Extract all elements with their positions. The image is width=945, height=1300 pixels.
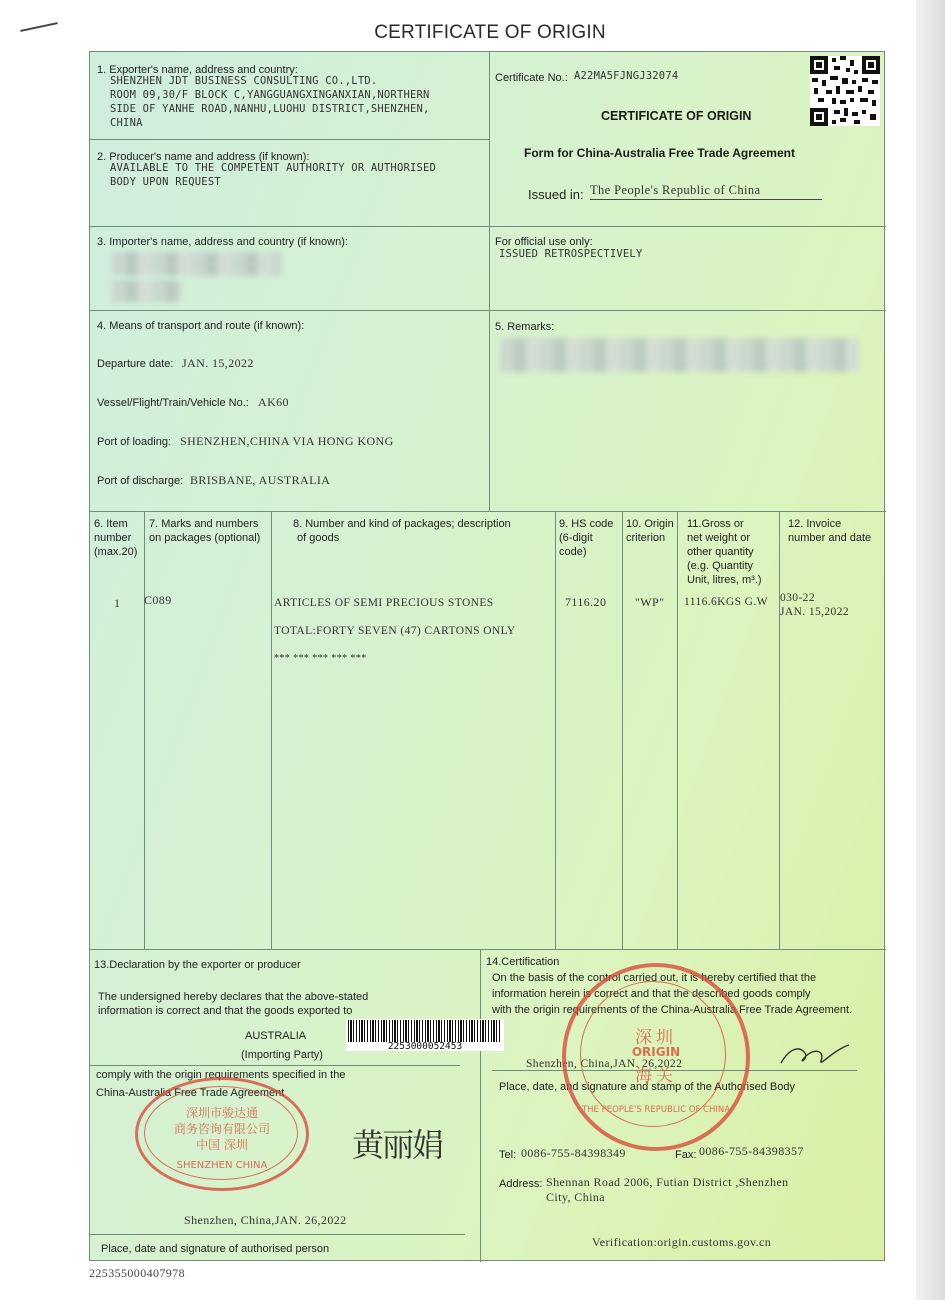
official-use-value: ISSUED RETROSPECTIVELY bbox=[499, 248, 643, 260]
declaration-country: AUSTRALIA bbox=[245, 1030, 307, 1042]
col11-header-2: net weight or bbox=[687, 532, 750, 544]
invoice-number: 030-22 bbox=[780, 592, 815, 604]
importer-redacted-1 bbox=[112, 252, 282, 276]
certification-text-1: On the basis of the control carried out, it is hereby certified that the bbox=[492, 972, 817, 984]
declaration-footer: Place, date and signature of authorised person bbox=[101, 1243, 330, 1255]
address-line-2: City, China bbox=[546, 1190, 605, 1204]
qr-code bbox=[810, 56, 880, 126]
departure-date-label: Departure date: bbox=[97, 358, 174, 370]
box13-label: 13.Declaration by the exporter or producer bbox=[94, 959, 301, 971]
col12-header-2: number and date bbox=[788, 532, 872, 544]
customs-stamp-english-2: THE PEOPLE'S REPUBLIC OF CHINA bbox=[581, 1105, 731, 1115]
barcode bbox=[346, 1019, 504, 1051]
declaration-text-3: comply with the origin requirements specified in the bbox=[96, 1069, 346, 1081]
col12-header-1: 12. Invoice bbox=[788, 518, 842, 530]
box3-label: 3. Importer's name, address and country (if known): bbox=[97, 236, 348, 248]
hs-code: 7116.20 bbox=[565, 595, 607, 609]
exporter-stamp-chinese-3: 中国 深圳 bbox=[196, 1138, 248, 1152]
certification-footer: Place, date, and signature and stamp of the Authorised Body bbox=[499, 1081, 795, 1093]
customs-authority-stamp bbox=[562, 963, 750, 1151]
form-title: Form for China-Australia Free Trade Agreement bbox=[524, 146, 795, 160]
description-line-3: *** *** *** *** *** bbox=[274, 653, 367, 664]
importer-redacted-2 bbox=[112, 280, 182, 302]
exporter-line-1: SHENZHEN JDT BUSINESS CONSULTING CO.,LTD. bbox=[110, 75, 378, 87]
col8-header-2: of goods bbox=[297, 532, 340, 544]
box4-label: 4. Means of transport and route (if known): bbox=[97, 320, 305, 332]
col7-header-1: 7. Marks and numbers bbox=[149, 518, 259, 530]
declaration-text-4: China-Australia Free Trade Agreement bbox=[96, 1087, 285, 1099]
col9-header-2: (6-digit bbox=[559, 532, 593, 544]
col11-header-3: other quantity bbox=[687, 546, 754, 558]
description-line-1: ARTICLES OF SEMI PRECIOUS STONES bbox=[274, 597, 494, 609]
exporter-stamp-chinese-2: 商务咨询有限公司 bbox=[173, 1122, 270, 1136]
col8-header-1: 8. Number and kind of packages; description bbox=[293, 518, 511, 530]
description-line-2: TOTAL:FORTY SEVEN (47) CARTONS ONLY bbox=[274, 625, 516, 637]
certification-text-3: with the origin requirements of the China-Australia Free Trade Agreement. bbox=[492, 1004, 853, 1016]
tel-label: Tel: bbox=[499, 1149, 517, 1161]
certificate-form bbox=[89, 51, 885, 1261]
header-heading: CERTIFICATE OF ORIGIN bbox=[601, 109, 752, 123]
document-title: CERTIFICATE OF ORIGIN bbox=[374, 22, 606, 43]
weight-value: 1116.6KGS G.W bbox=[684, 596, 768, 608]
declaration-place-date: Shenzhen, China,JAN. 26,2022 bbox=[184, 1213, 347, 1227]
verification-url: Verification:origin.customs.gov.cn bbox=[592, 1235, 772, 1249]
issued-in-underline bbox=[590, 199, 822, 200]
remarks-redacted bbox=[500, 338, 860, 372]
box2-label: 2. Producer's name and address (if known): bbox=[97, 151, 310, 163]
port-of-discharge-label: Port of discharge: bbox=[97, 475, 184, 487]
origin-criterion: "WP" bbox=[635, 595, 665, 609]
vessel-label: Vessel/Flight/Train/Vehicle No.: bbox=[97, 397, 249, 409]
fax-value: 0086-755-84398357 bbox=[699, 1144, 804, 1158]
col11-header-5: Unit, litres, m³.) bbox=[687, 574, 762, 586]
departure-date-value: JAN. 15,2022 bbox=[182, 356, 254, 370]
issued-in-label: Issued in: bbox=[528, 187, 584, 202]
box5-label: 5. Remarks: bbox=[495, 321, 555, 333]
bottom-serial-number: 225355000407978 bbox=[89, 1266, 185, 1280]
customs-stamp-chinese-2: 海关 bbox=[635, 1066, 677, 1086]
exporter-line-2: ROOM 09,30/F BLOCK C,YANGGUANGXINGANXIAN,NORTHERN bbox=[110, 89, 430, 101]
port-of-discharge-value: BRISBANE, AUSTRALIA bbox=[190, 473, 331, 487]
certificate-no: A22MA5FJNGJ32074 bbox=[574, 70, 679, 82]
certificate-no-label: Certificate No.: bbox=[495, 72, 568, 84]
invoice-date: JAN. 15,2022 bbox=[780, 606, 850, 618]
col9-header-3: code) bbox=[559, 546, 587, 558]
declaration-text-2: information is correct and that the goods exported to bbox=[98, 1005, 353, 1017]
barcode-bars bbox=[348, 1020, 502, 1042]
certification-place-date: Shenzhen, China,JAN. 26,2022 bbox=[526, 1058, 683, 1070]
col9-header-1: 9. HS code bbox=[559, 518, 614, 530]
col6-header-3: (max.20) bbox=[94, 546, 138, 558]
exporter-stamp-english: SHENZHEN CHINA bbox=[176, 1160, 268, 1171]
address-label: Address: bbox=[499, 1178, 543, 1190]
fax-label: Fax: bbox=[675, 1149, 697, 1161]
port-of-loading-value: SHENZHEN,CHINA VIA HONG KONG bbox=[180, 434, 394, 448]
customs-stamp-chinese-1: 深圳 bbox=[635, 1028, 677, 1048]
exporter-company-stamp bbox=[135, 1077, 309, 1191]
issued-in-value: The People's Republic of China bbox=[590, 183, 761, 197]
exporter-signature: 黄丽娟 bbox=[352, 1126, 443, 1164]
exporter-stamp-chinese-1: 深圳市骏达通 bbox=[185, 1106, 258, 1120]
exporter-line-3: SIDE OF YANHE ROAD,NANHU,LUOHU DISTRICT,SHENZHEN, bbox=[110, 103, 430, 115]
col7-header-2: on packages (optional) bbox=[149, 532, 261, 544]
box14-label: 14.Certification bbox=[486, 956, 560, 968]
producer-line-1: AVAILABLE TO THE COMPETENT AUTHORITY OR AUTHORISED bbox=[110, 162, 437, 174]
declaration-text-1: The undersigned hereby declares that the above-stated bbox=[98, 991, 369, 1003]
barcode-number: 2253000052453 bbox=[387, 1041, 463, 1052]
importing-party-label: (Importing Party) bbox=[241, 1049, 323, 1061]
item-number: 1 bbox=[114, 596, 121, 610]
official-signature bbox=[775, 1035, 855, 1070]
tel-value: 0086-755-84398349 bbox=[521, 1146, 626, 1160]
port-of-loading-label: Port of loading: bbox=[97, 436, 171, 448]
col10-header-1: 10. Origin bbox=[626, 518, 674, 530]
vessel-value: AK60 bbox=[258, 395, 289, 409]
col10-header-2: criterion bbox=[626, 532, 666, 544]
producer-line-2: BODY UPON REQUEST bbox=[110, 176, 221, 188]
col11-header-1: 11.Gross or bbox=[687, 518, 744, 530]
page-edge-shadow bbox=[916, 0, 945, 1300]
customs-stamp-english-1: ORIGIN bbox=[631, 1045, 681, 1059]
certification-text-2: information herein is correct and that the described goods comply bbox=[492, 988, 811, 1000]
official-use-label: For official use only: bbox=[495, 236, 593, 248]
col11-header-4: (e.g. Quantity bbox=[687, 560, 754, 572]
marks-value: C089 bbox=[144, 593, 172, 607]
col6-header-1: 6. Item bbox=[94, 518, 128, 530]
col6-header-2: number bbox=[94, 532, 132, 544]
exporter-line-4: CHINA bbox=[110, 117, 143, 129]
box1-label: 1. Exporter's name, address and country: bbox=[97, 64, 298, 76]
address-line-1: Shennan Road 2006, Futian District ,Shenzhen bbox=[546, 1175, 789, 1189]
